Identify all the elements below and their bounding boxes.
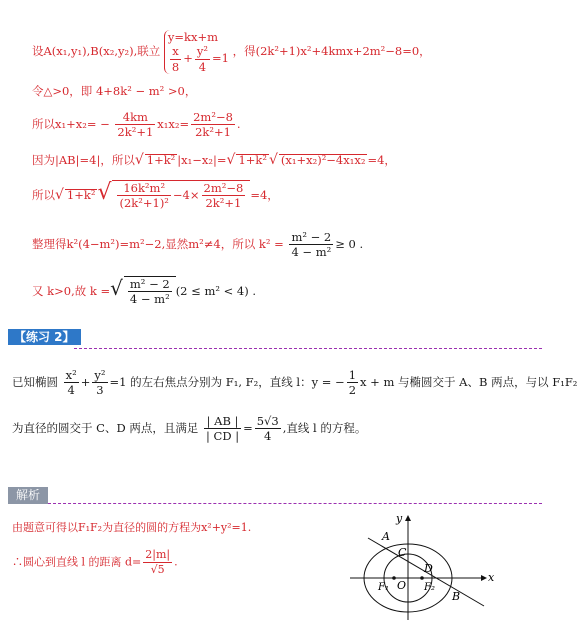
text: 为直径的圆交于 C、D 两点，且满足 <box>12 420 199 435</box>
frac-den: 4 <box>264 429 272 444</box>
text: ,直线 l 的方程。 <box>282 420 367 435</box>
solution-line-1 <box>12 522 251 533</box>
text: 所以x₁+x₂= − <box>32 116 110 131</box>
text: =1 <box>211 51 229 66</box>
text: 设A(x <box>32 44 63 59</box>
sqrt: (x₁+x₂)²−4x₁x₂ <box>280 153 366 167</box>
frac-den: 2k²+1 <box>117 125 154 140</box>
frac-den: 3 <box>96 383 104 398</box>
line-system <box>32 30 431 74</box>
frac-num: 16k²m² <box>117 181 170 196</box>
text: 因为|AB|=4|，所以 <box>32 153 135 167</box>
sqrt: 1+k² <box>146 153 176 167</box>
exercise-title: 【练习 2】 <box>8 329 81 345</box>
eq-line: y=kx+m <box>167 30 219 44</box>
text: 所以 <box>32 187 55 202</box>
line-chord-length: 因为|AB|=4|，所以√ 1+k² |x₁−x₂|=√ 1+k² √ (x₁+x₂)²−4x₁x₂ =4， <box>32 152 396 168</box>
frac-num: y² <box>94 368 106 382</box>
question-line-2 <box>12 414 366 444</box>
frac-den: 2 <box>348 383 357 398</box>
text: −4× <box>172 187 200 202</box>
label-x: x <box>488 571 495 584</box>
frac-den: √5 <box>150 562 165 576</box>
frac-num: 1 <box>348 368 357 382</box>
frac-num: m² − 2 <box>129 277 170 291</box>
line-simplify <box>32 230 363 260</box>
label-y: y <box>396 512 403 525</box>
text: 令△>0，即 4+8k² − m² >0， <box>32 84 197 98</box>
frac-den: 8 <box>171 59 180 74</box>
sqrt: 1+k² <box>66 187 96 202</box>
line-discriminant <box>32 86 196 98</box>
frac-num: 2|m| <box>145 548 171 561</box>
text: ，得(2k²+1)x²+4kmx+2m²−8=0， <box>232 44 431 59</box>
line-k-value: 又 k>0,故 k =√ $\frac{\text{m² − 2}}{\text{4 − m²}}$ (2 ≤ m² < 4) . <box>32 275 257 307</box>
question-line-1 <box>12 368 577 398</box>
text: ₁,y₁),B(x₂,y₂),联立 <box>62 44 161 59</box>
text: =4， <box>367 153 396 167</box>
text: ≥ 0 . <box>335 236 364 251</box>
frac-num: m² − 2 <box>291 230 332 244</box>
divider <box>74 348 542 349</box>
label-F2: F₂ <box>424 582 435 593</box>
text: 已知椭圆 <box>12 374 58 389</box>
text: ∴圆心到直线 l 的距离 d= <box>12 555 142 569</box>
equation-system: y=kx+m $\frac{x}{8}$ + $\frac{\text{y²}}{4}$ =1 <box>164 30 229 74</box>
frac-num: 5√3 <box>256 414 279 428</box>
line-substitute: 所以√ 1+k²√ $\frac{\text{16k²m²}}{\text{(2k²+1)²}}$ −4× $\frac{\text{2m²−8}}{\text{2k²+1}}$ =4， <box>32 179 279 211</box>
frac-num: | AB | <box>204 414 241 429</box>
text: 整理得k²(4−m²)=m²−2,显然m²≠4，所以 k² = <box>32 236 284 251</box>
frac-num: 2m²−8 <box>203 181 244 195</box>
label-F1: F₁ <box>378 582 389 593</box>
text: 又 k>0,故 k = <box>32 283 111 298</box>
label-B: B <box>452 590 461 603</box>
focus-f2 <box>420 576 424 580</box>
label-D: D <box>424 562 433 575</box>
line-vieta <box>32 110 241 140</box>
text: x₁x₂= <box>157 116 190 131</box>
frac-den: 2k²+1 <box>195 125 231 140</box>
text: (2 ≤ m² < 4) . <box>175 283 257 298</box>
frac-den: 4 − m² <box>291 245 332 260</box>
label-C: C <box>398 546 407 559</box>
frac-den: 2k²+1 <box>205 196 242 211</box>
frac-den: 4 − m² <box>129 292 170 307</box>
solution-line-2 <box>12 548 178 577</box>
divider <box>48 503 542 504</box>
text: |x₁−x₂|= <box>177 153 227 167</box>
frac-den: (2k²+1)² <box>119 196 169 211</box>
text: . <box>174 555 178 569</box>
frac-num: 4km <box>115 110 155 125</box>
text: = <box>243 420 253 435</box>
text: + <box>80 374 91 389</box>
sqrt: 1+k² <box>238 153 267 167</box>
frac-den: 4 <box>198 59 207 74</box>
frac-den: 4 <box>67 383 75 398</box>
ellipse-circle-figure <box>348 510 498 622</box>
focus-f1 <box>392 576 396 580</box>
text: x + m 与椭圆交于 A、B 两点，与以 F₁F₂ <box>360 374 577 389</box>
label-O: O <box>397 579 407 592</box>
solution-label: 解析 <box>8 487 48 504</box>
label-A: A <box>382 530 390 543</box>
frac-num: 2m²−8 <box>193 110 233 124</box>
frac-den: | CD | <box>206 429 240 444</box>
text: . <box>236 116 241 131</box>
frac-num: y² <box>196 44 208 59</box>
text: =4， <box>250 187 279 202</box>
frac-num: x² <box>65 368 77 382</box>
text: 由题意可得以F₁F₂为直径的圆的方程为x²+y²=1. <box>12 521 252 534</box>
frac-num: x <box>170 44 181 59</box>
text: =1 的左右焦点分别为 F₁, F₂，直线 l：y = − <box>109 374 345 389</box>
